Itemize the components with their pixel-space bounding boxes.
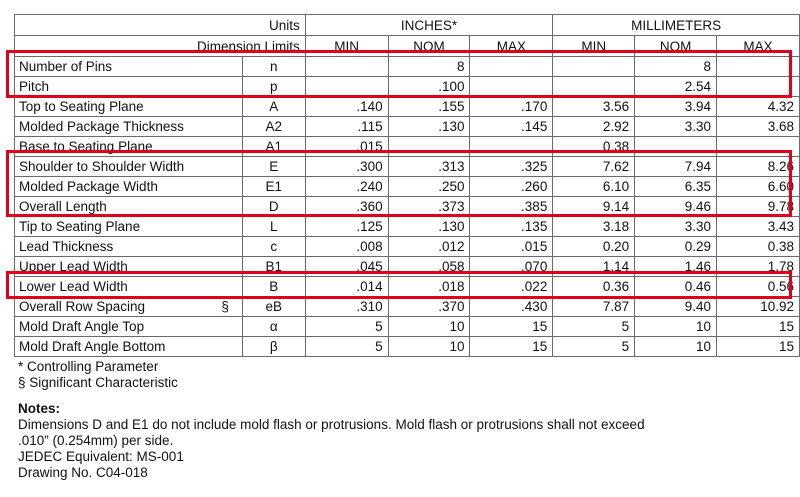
table-row [15,217,800,237]
mm-max-cell: 15 [717,317,800,337]
table-row [15,337,800,357]
table-row [15,157,800,177]
in-min-cell: .015 [305,137,388,157]
in-max-cell: .430 [470,297,553,317]
mm-nom-cell: 8 [635,57,717,77]
mm-max-cell: 3.43 [717,217,800,237]
row-label-text: Overall Length [19,199,107,214]
row-label [15,157,243,177]
in-min-header: MIN [305,36,388,57]
row-label-text: Overall Row Spacing [19,299,146,314]
in-max-cell: .325 [470,157,553,177]
row-symbol: p [242,77,305,97]
mm-min-cell: 0.38 [553,137,635,157]
mm-nom-cell: 9.40 [635,297,717,317]
table-row [15,317,800,337]
mm-nom-cell: 1.46 [635,257,717,277]
mm-max-cell: 9.78 [717,197,800,217]
mm-min-cell: 0.36 [553,277,635,297]
in-min-cell: .360 [305,197,388,217]
row-symbol: eB [242,297,305,317]
mm-min-cell: 7.62 [553,157,635,177]
mm-max-header: MAX [717,36,800,57]
in-nom-cell: .130 [388,217,470,237]
row-symbol: n [242,57,305,77]
mm-nom-cell [635,137,717,157]
row-symbol: A1 [242,137,305,157]
mm-max-cell: 6.60 [717,177,800,197]
mm-min-cell [553,77,635,97]
row-label-text: Lead Thickness [19,239,114,254]
row-label-text: Top to Seating Plane [19,99,144,114]
in-max-cell [470,57,553,77]
mm-nom-cell: 10 [635,337,717,357]
mm-nom-cell: 3.30 [635,117,717,137]
in-max-cell: 15 [470,317,553,337]
row-label-text: Molded Package Width [19,179,158,194]
units-label: Units [15,15,306,36]
in-max-cell: .070 [470,257,553,277]
legend-significant: § Significant Characteristic [18,375,178,390]
in-min-cell: .310 [305,297,388,317]
row-symbol: E1 [242,177,305,197]
in-min-cell: .140 [305,97,388,117]
mm-nom-cell: 6.35 [635,177,717,197]
row-label [15,217,243,237]
inches-header: INCHES* [305,15,553,36]
notes-line-2: .010” (0.254mm) per side. [18,433,174,448]
in-max-cell: .385 [470,197,553,217]
mm-min-cell: 0.20 [553,237,635,257]
notes-line-3: JEDEC Equivalent: MS-001 [18,449,184,464]
table-row [15,197,800,217]
row-label-text: Mold Draft Angle Top [19,319,145,334]
mm-nom-cell: 9.46 [635,197,717,217]
in-min-cell: 5 [305,337,388,357]
mm-max-cell: 8.26 [717,157,800,177]
legend-controlling: * Controlling Parameter [18,359,159,374]
in-nom-cell: .313 [388,157,470,177]
mm-nom-cell: 3.94 [635,97,717,117]
table-row [15,97,800,117]
in-min-cell [305,77,388,97]
in-nom-cell: .373 [388,197,470,217]
row-label [15,117,243,137]
mm-max-cell: 15 [717,337,800,357]
mm-min-cell: 3.18 [553,217,635,237]
in-max-cell [470,137,553,157]
table-row [15,277,800,297]
mm-min-cell: 5 [553,337,635,357]
table-row [15,177,800,197]
in-nom-cell: 10 [388,337,470,357]
table-row [15,117,800,137]
row-symbol: α [242,317,305,337]
table-row [15,57,800,77]
row-label [15,57,243,77]
in-nom-cell: .370 [388,297,470,317]
in-nom-cell: .155 [388,97,470,117]
row-symbol: L [242,217,305,237]
mm-max-cell: 10.92 [717,297,800,317]
row-label-text: Lower Lead Width [19,279,128,294]
mm-max-cell [717,137,800,157]
row-label-text: Base to Seating Plane [19,139,153,154]
mm-min-header: MIN [553,36,635,57]
millimeters-header: MILLIMETERS [553,15,800,36]
row-label [15,97,243,117]
table-row [15,297,800,317]
row-symbol: D [242,197,305,217]
in-min-cell: 5 [305,317,388,337]
notes-line-4: Drawing No. C04-018 [18,465,148,480]
mm-max-cell: 0.38 [717,237,800,257]
in-min-cell [305,57,388,77]
row-label-text: Tip to Seating Plane [19,219,141,234]
in-nom-cell: 10 [388,317,470,337]
in-nom-cell: .058 [388,257,470,277]
row-symbol: B [242,277,305,297]
in-min-cell: .008 [305,237,388,257]
mm-min-cell: 6.10 [553,177,635,197]
in-min-cell: .300 [305,157,388,177]
row-symbol: A [242,97,305,117]
in-nom-header: NOM [388,36,470,57]
row-label-text: Shoulder to Shoulder Width [19,159,185,174]
dimension-limits-label: Dimension Limits [15,36,306,57]
row-label-text: Molded Package Thickness [19,119,184,134]
in-max-cell: .022 [470,277,553,297]
row-label [15,197,243,217]
notes-title: Notes: [18,401,61,416]
in-nom-cell: 8 [388,57,470,77]
mm-nom-cell: 0.46 [635,277,717,297]
notes-line-1: Dimensions D and E1 do not include mold flash or protrusions. Mold flash or protrusions shall not exceed [18,417,645,432]
in-max-header: MAX [470,36,553,57]
mm-nom-cell: 0.29 [635,237,717,257]
row-label [15,257,243,277]
dimension-table [14,14,800,357]
mm-min-cell: 7.87 [553,297,635,317]
mm-min-cell: 9.14 [553,197,635,217]
in-nom-cell: .250 [388,177,470,197]
row-label-text: Mold Draft Angle Bottom [19,339,166,354]
table-row [15,237,800,257]
in-nom-cell: .018 [388,277,470,297]
in-min-cell: .115 [305,117,388,137]
header-row-limits [15,36,800,57]
row-label [15,77,243,97]
in-max-cell: .145 [470,117,553,137]
in-nom-cell: .012 [388,237,470,257]
in-min-cell: .240 [305,177,388,197]
in-max-cell: .260 [470,177,553,197]
mm-max-cell: 3.68 [717,117,800,137]
table-row [15,77,800,97]
table-row [15,257,800,277]
row-symbol: c [242,237,305,257]
mm-max-cell [717,57,800,77]
row-label-text: Number of Pins [19,59,113,74]
row-symbol: β [242,337,305,357]
in-max-cell [470,77,553,97]
in-max-cell: .170 [470,97,553,117]
in-nom-cell: .100 [388,77,470,97]
mm-min-cell [553,57,635,77]
mm-max-cell: 4.32 [717,97,800,117]
in-min-cell: .045 [305,257,388,277]
in-max-cell: .135 [470,217,553,237]
row-label-text: Pitch [19,79,50,94]
row-label [15,297,243,317]
mm-min-cell: 5 [553,317,635,337]
row-label [15,317,243,337]
row-symbol: E [242,157,305,177]
in-max-cell: .015 [470,237,553,257]
header-row-units [15,15,800,36]
row-symbol: B1 [242,257,305,277]
mm-nom-cell: 7.94 [635,157,717,177]
in-min-cell: .014 [305,277,388,297]
mm-max-cell: 0.56 [717,277,800,297]
row-label-text: Upper Lead Width [19,259,128,274]
row-label [15,337,243,357]
row-label [15,177,243,197]
mm-nom-cell: 2.54 [635,77,717,97]
mm-min-cell: 3.56 [553,97,635,117]
in-nom-cell [388,137,470,157]
mm-max-cell: 1.78 [717,257,800,277]
row-label [15,237,243,257]
row-label [15,277,243,297]
mm-min-cell: 2.92 [553,117,635,137]
mm-nom-cell: 10 [635,317,717,337]
in-max-cell: 15 [470,337,553,357]
in-min-cell: .125 [305,217,388,237]
row-symbol: A2 [242,117,305,137]
mm-nom-cell: 3.30 [635,217,717,237]
significant-marker: § [221,299,229,314]
mm-max-cell [717,77,800,97]
table-row [15,137,800,157]
mm-min-cell: 1.14 [553,257,635,277]
row-label [15,137,243,157]
mm-nom-header: NOM [635,36,717,57]
in-nom-cell: .130 [388,117,470,137]
